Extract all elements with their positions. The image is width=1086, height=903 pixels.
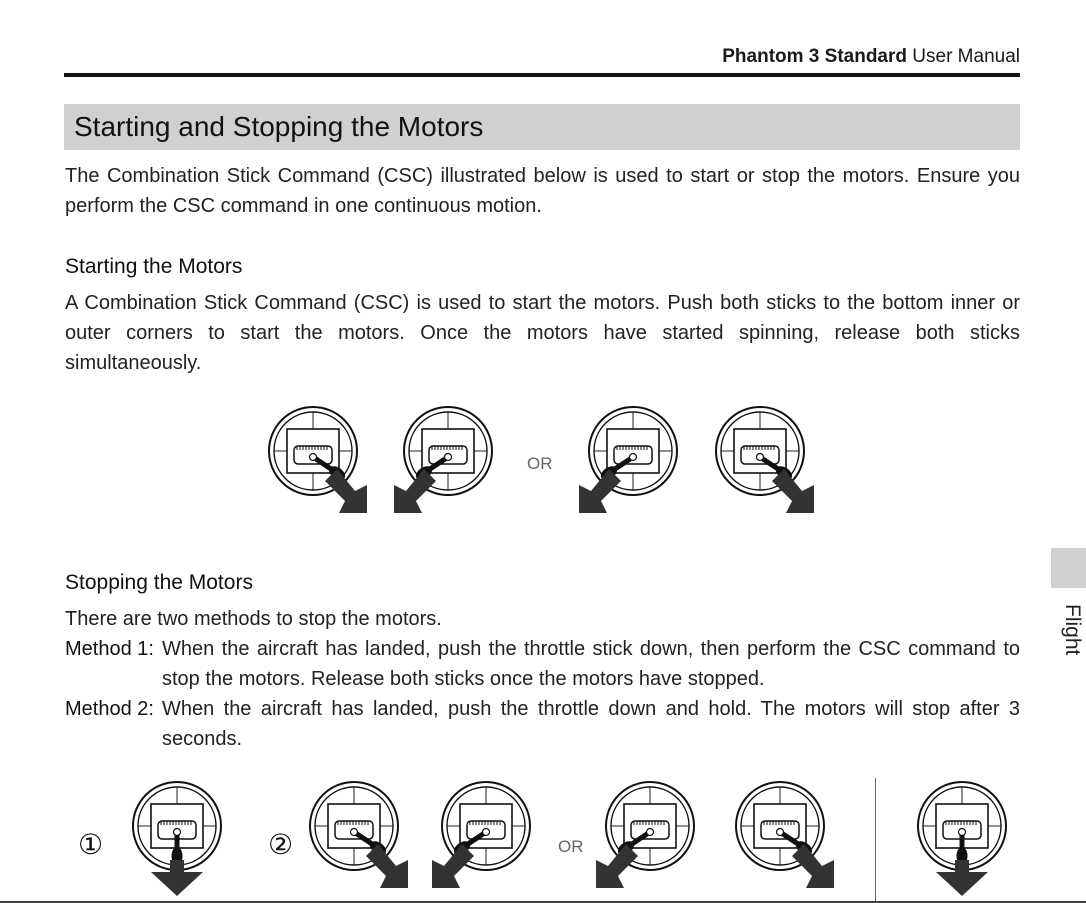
stick-diagram-6 <box>310 782 408 888</box>
method-2-label: Method 2: <box>65 698 154 720</box>
stick-diagram-7 <box>432 782 530 888</box>
stick-diagram-5 <box>133 782 221 896</box>
section-title: Starting and Stopping the Motors <box>74 111 484 142</box>
manual-label: User Manual <box>912 46 1020 67</box>
stick-diagram-9 <box>736 782 834 888</box>
stick-diagram-3 <box>579 407 677 513</box>
side-tab-label: Flight <box>1061 604 1084 656</box>
stopping-intro: There are two methods to stop the motors. <box>65 608 442 630</box>
stopping-heading: Stopping the Motors <box>65 571 253 594</box>
intro-paragraph: The Combination Stick Command (CSC) illustrated below is used to start or stop the motors. Ensure you perform the CSC command in one continuous motion. <box>65 165 1020 217</box>
starting-paragraph: A Combination Stick Command (CSC) is used to start the motors. Push both sticks to the bottom inner or outer corners to start the motors. Once the motors have started spinning, release both sticks simultaneously. <box>65 292 1020 374</box>
method-2-text: When the aircraft has landed, push the throttle down and hold. The motors will stop after 3 seconds. <box>162 698 1020 750</box>
step-1-marker: ① <box>78 829 104 860</box>
stick-diagram-1 <box>269 407 367 513</box>
or-label-stopping: OR <box>558 837 584 856</box>
stick-diagram-8 <box>596 782 694 888</box>
or-label-starting: OR <box>527 454 553 473</box>
starting-heading: Starting the Motors <box>65 255 243 278</box>
product-name: Phantom 3 Standard <box>722 46 907 67</box>
stick-diagram-2 <box>394 407 492 513</box>
method-1-text: When the aircraft has landed, push the throttle stick down, then perform the CSC command to stop the motors. Release both sticks once the motors have stopped. <box>162 638 1020 690</box>
step-2-marker: ② <box>268 829 294 860</box>
method-1-label: Method 1: <box>65 638 154 660</box>
stick-diagram-10 <box>918 782 1006 896</box>
stick-diagram-4 <box>716 407 814 513</box>
